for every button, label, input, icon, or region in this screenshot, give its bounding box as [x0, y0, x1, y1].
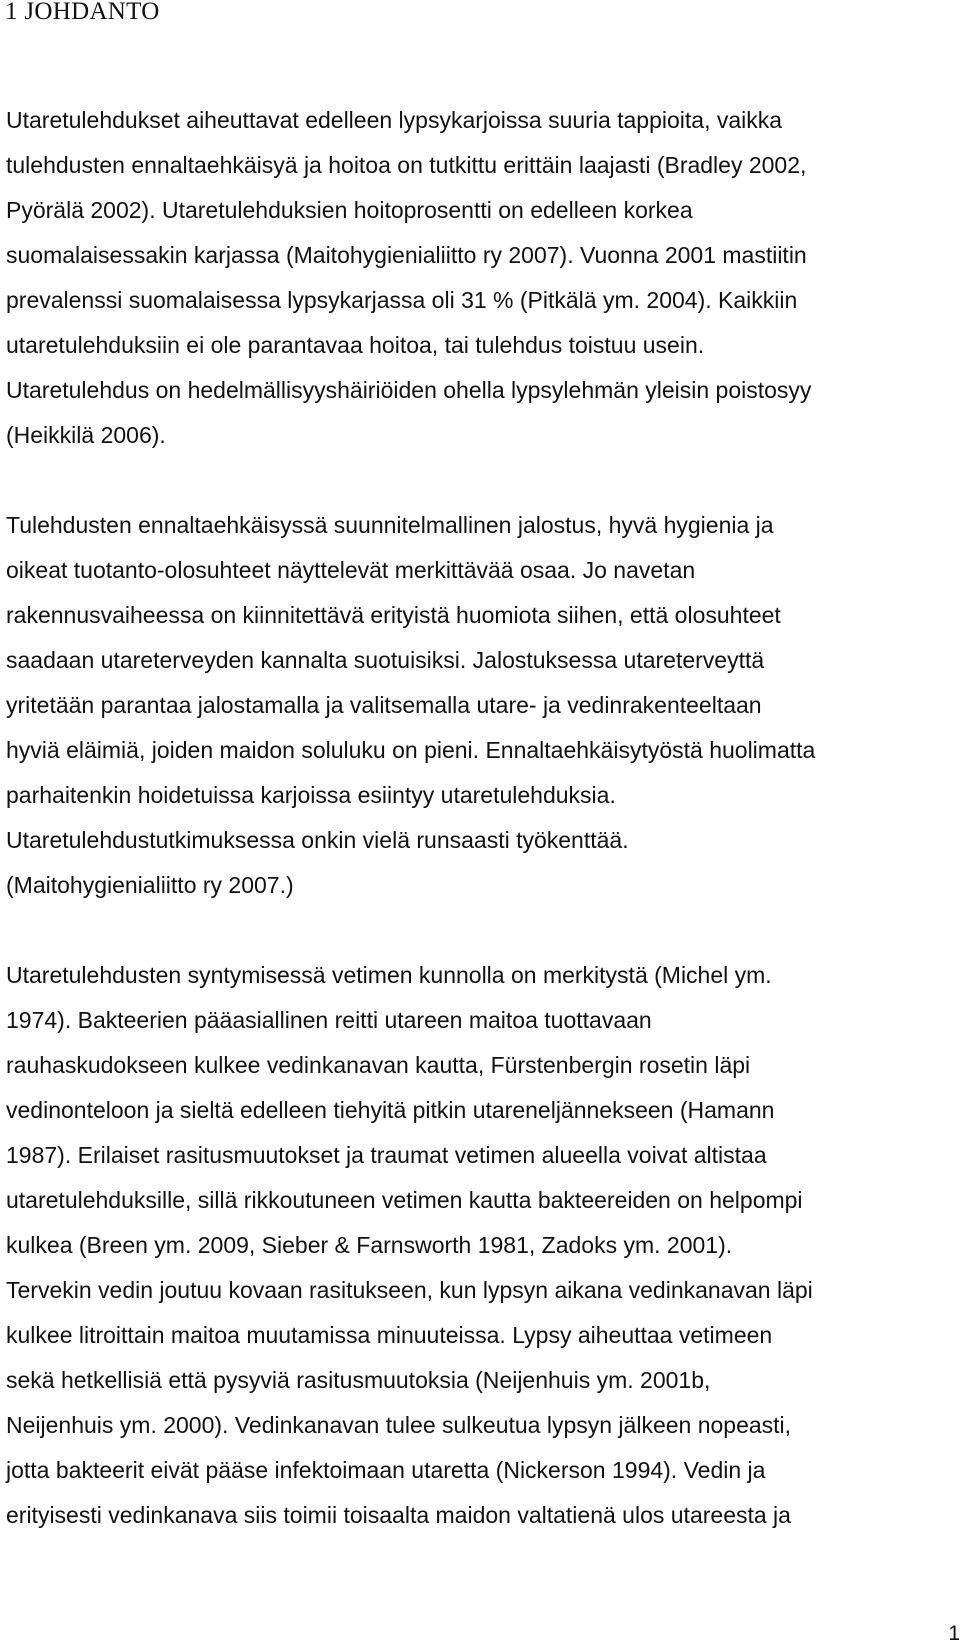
text-line: (Maitohygienialiitto ry 2007.): [6, 872, 294, 898]
text-line: Utaretulehdukset aiheuttavat edelleen lypsykarjoissa suuria tappioita, vaikka: [6, 107, 783, 133]
text-line: 1987). Erilaiset rasitusmuutokset ja traumat vetimen alueella voivat altistaa: [6, 1142, 767, 1168]
text-line: jotta bakteerit eivät pääse infektoimaan utaretta (Nickerson 1994). Vedin ja: [6, 1457, 766, 1483]
text-line: rauhaskudokseen kulkee vedinkanavan kautta, Fürstenbergin rosetin läpi: [6, 1052, 751, 1078]
text-line: Utaretulehdustutkimuksessa onkin vielä runsaasti työkenttää.: [6, 827, 629, 853]
text-line: vedinonteloon ja sieltä edelleen tiehyitä pitkin utareneljännekseen (Hamann: [6, 1097, 775, 1123]
text-line: yritetään parantaa jalostamalla ja valitsemalla utare- ja vedinrakenteeltaan: [6, 692, 762, 718]
text-line: (Heikkilä 2006).: [6, 422, 166, 448]
text-line: oikeat tuotanto-olosuhteet näyttelevät merkittävää osaa. Jo navetan: [6, 557, 696, 583]
text-line: utaretulehduksiin ei ole parantavaa hoitoa, tai tulehdus toistuu usein.: [6, 332, 705, 358]
text-line: Neijenhuis ym. 2000). Vedinkanavan tulee sulkeutua lypsyn jälkeen nopeasti,: [6, 1412, 792, 1438]
text-line: parhaitenkin hoidetuissa karjoissa esiintyy utaretulehduksia.: [6, 782, 616, 808]
text-line: sekä hetkellisiä että pysyviä rasitusmuutoksia (Neijenhuis ym. 2001b,: [6, 1367, 711, 1393]
text-line: hyviä eläimiä, joiden maidon soluluku on pieni. Ennaltaehkäisytyöstä huolimatta: [6, 737, 816, 763]
text-line: 1974). Bakteerien pääasiallinen reitti utareen maitoa tuottavaan: [6, 1007, 652, 1033]
text-line: prevalenssi suomalaisessa lypsykarjassa oli 31 % (Pitkälä ym. 2004). Kaikkiin: [6, 287, 798, 313]
text-line: saadaan utareterveyden kannalta suotuisiksi. Jalostuksessa utareterveyttä: [6, 647, 765, 673]
text-line: tulehdusten ennaltaehkäisyä ja hoitoa on tutkittu erittäin laajasti (Bradley 2002,: [6, 152, 807, 178]
text-line: Tervekin vedin joutuu kovaan rasitukseen, kun lypsyn aikana vedinkanavan läpi: [6, 1277, 813, 1303]
text-line: Utaretulehdus on hedelmällisyyshäiriöiden ohella lypsylehmän yleisin poistosyy: [6, 377, 812, 403]
page-number: 1: [948, 1622, 960, 1645]
text-line: kulkea (Breen ym. 2009, Sieber & Farnsworth 1981, Zadoks ym. 2001).: [6, 1232, 733, 1258]
section-heading: 1 JOHDANTO: [5, 0, 160, 25]
text-line: rakennusvaiheessa on kiinnitettävä erityistä huomiota siihen, että olosuhteet: [6, 602, 781, 628]
text-line: Pyörälä 2002). Utaretulehduksien hoitoprosentti on edelleen korkea: [6, 197, 693, 223]
text-line: erityisesti vedinkanava siis toimii toisaalta maidon valtatienä ulos utareesta ja: [6, 1502, 791, 1528]
text-line: utaretulehduksille, sillä rikkoutuneen vetimen kautta bakteereiden on helpompi: [6, 1187, 803, 1213]
text-line: kulkee litroittain maitoa muutamissa minuuteissa. Lypsy aiheuttaa vetimeen: [6, 1322, 773, 1348]
text-line: Utaretulehdusten syntymisessä vetimen kunnolla on merkitystä (Michel ym.: [6, 962, 772, 988]
text-line: Tulehdusten ennaltaehkäisyssä suunnitelmallinen jalostus, hyvä hygienia ja: [6, 512, 774, 538]
text-line: suomalaisessakin karjassa (Maitohygienialiitto ry 2007). Vuonna 2001 mastiitin: [6, 242, 807, 268]
